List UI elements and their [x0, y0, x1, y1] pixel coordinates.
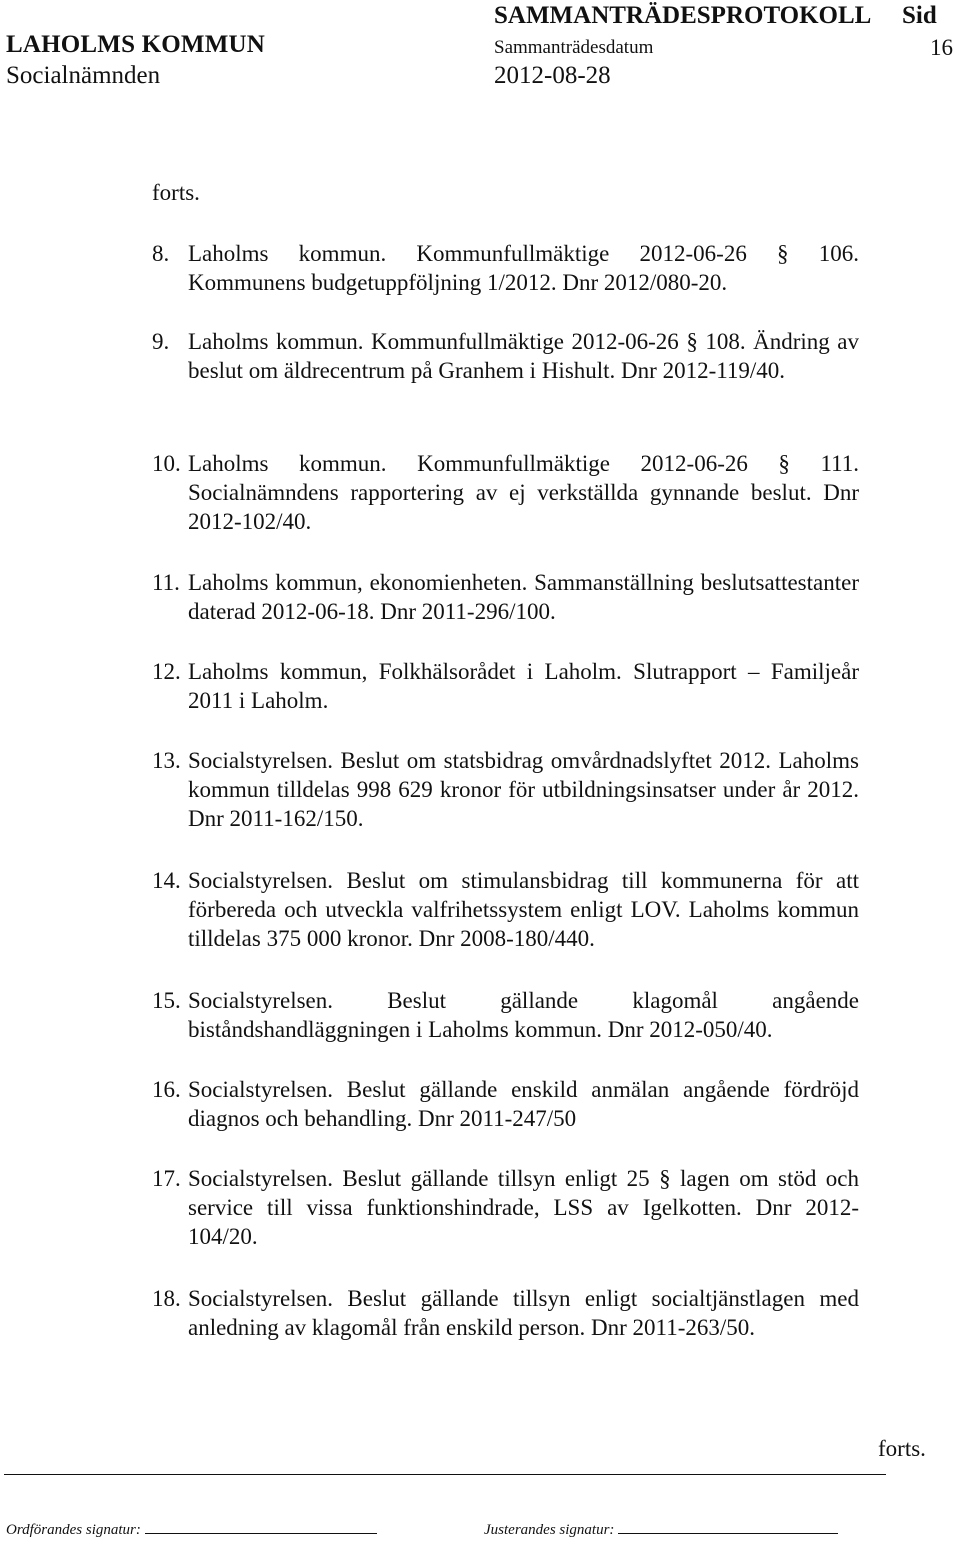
- chair-signature-line: [145, 1521, 377, 1534]
- item-number: 14.: [152, 868, 181, 893]
- page-label: Sid: [902, 2, 937, 29]
- continued-marker-top: forts.: [152, 180, 200, 205]
- adjuster-signature: [484, 1521, 838, 1539]
- list-item: [152, 239, 859, 297]
- item-text: Laholms kommun. Kommunfullmäktige 2012-06-26 § 111. Socialnämndens rapportering av ej verkställda gynnande beslut. Dnr 2012-102/40.: [188, 451, 859, 534]
- list-item: [152, 746, 859, 833]
- list-item: [152, 866, 859, 953]
- committee-name: Socialnämnden: [6, 62, 161, 89]
- list-item: [152, 1075, 859, 1133]
- meeting-date: 2012-08-28: [494, 62, 611, 89]
- item-number: 11.: [152, 570, 180, 595]
- item-number: 16.: [152, 1077, 181, 1102]
- item-text: Socialstyrelsen. Beslut gällande enskild anmälan angående fördröjd diagnos och behandling. Dnr 2011-247/50: [188, 1077, 859, 1131]
- document-type: SAMMANTRÄDESPROTOKOLL: [494, 2, 872, 29]
- list-item: [152, 449, 859, 536]
- item-text: Socialstyrelsen. Beslut om statsbidrag omvårdnadslyftet 2012. Laholms kommun tilldelas 998 629 kronor för utbildningsinsatser under år 2012. Dnr 2011-162/150.: [188, 748, 859, 831]
- item-number: 9.: [152, 329, 170, 354]
- item-number: 13.: [152, 748, 181, 773]
- item-number: 15.: [152, 988, 181, 1013]
- footer-divider: [4, 1474, 886, 1475]
- item-text: Laholms kommun, Folkhälsorådet i Laholm. Slutrapport – Familjeår 2011 i Laholm.: [188, 659, 859, 713]
- list-item: [152, 986, 859, 1044]
- continued-marker-bottom: forts.: [878, 1436, 926, 1461]
- item-number: 10.: [152, 451, 181, 476]
- organization-name: LAHOLMS KOMMUN: [6, 31, 266, 58]
- list-item: [152, 1164, 859, 1251]
- item-number: 12.: [152, 659, 181, 684]
- item-text: Socialstyrelsen. Beslut gällande klagomål angående biståndshandläggningen i Laholms kommun. Dnr 2012-050/40.: [188, 988, 859, 1042]
- item-text: Laholms kommun, ekonomienheten. Sammanställning beslutsattestanter daterad 2012-06-18. Dnr 2011-296/100.: [188, 570, 859, 624]
- item-text: Laholms kommun. Kommunfullmäktige 2012-06-26 § 106. Kommunens budgetuppföljning 1/2012. Dnr 2012/080-20.: [188, 241, 859, 295]
- list-item: [152, 1284, 859, 1342]
- meeting-date-label: Sammanträdesdatum: [494, 37, 654, 58]
- chair-signature-label: Ordförandes signatur:: [6, 1522, 141, 1538]
- item-number: 17.: [152, 1166, 181, 1191]
- item-text: Socialstyrelsen. Beslut gällande tillsyn enligt 25 § lagen om stöd och service till vissa funktionshindrade, LSS av Igelkotten. Dnr 2012-104/20.: [188, 1166, 859, 1249]
- item-number: 18.: [152, 1286, 181, 1311]
- adjuster-signature-line: [618, 1521, 838, 1534]
- adjuster-signature-label: Justerandes signatur:: [484, 1522, 615, 1538]
- item-text: Socialstyrelsen. Beslut gällande tillsyn enligt socialtjänstlagen med anledning av klagomål från enskild person. Dnr 2011-263/50.: [188, 1286, 859, 1340]
- chair-signature: [6, 1521, 377, 1539]
- item-number: 8.: [152, 241, 170, 266]
- page-number: 16: [930, 35, 953, 60]
- list-item: [152, 327, 859, 385]
- item-text: Socialstyrelsen. Beslut om stimulansbidrag till kommunerna för att förbereda och utveckla valfrihetssystem enligt LOV. Laholms kommun tilldelas 375 000 kronor. Dnr 2008-180/440.: [188, 868, 859, 951]
- list-item: [152, 657, 859, 715]
- list-item: [152, 568, 859, 626]
- item-text: Laholms kommun. Kommunfullmäktige 2012-06-26 § 108. Ändring av beslut om äldrecentrum på Granhem i Hishult. Dnr 2012-119/40.: [188, 329, 859, 383]
